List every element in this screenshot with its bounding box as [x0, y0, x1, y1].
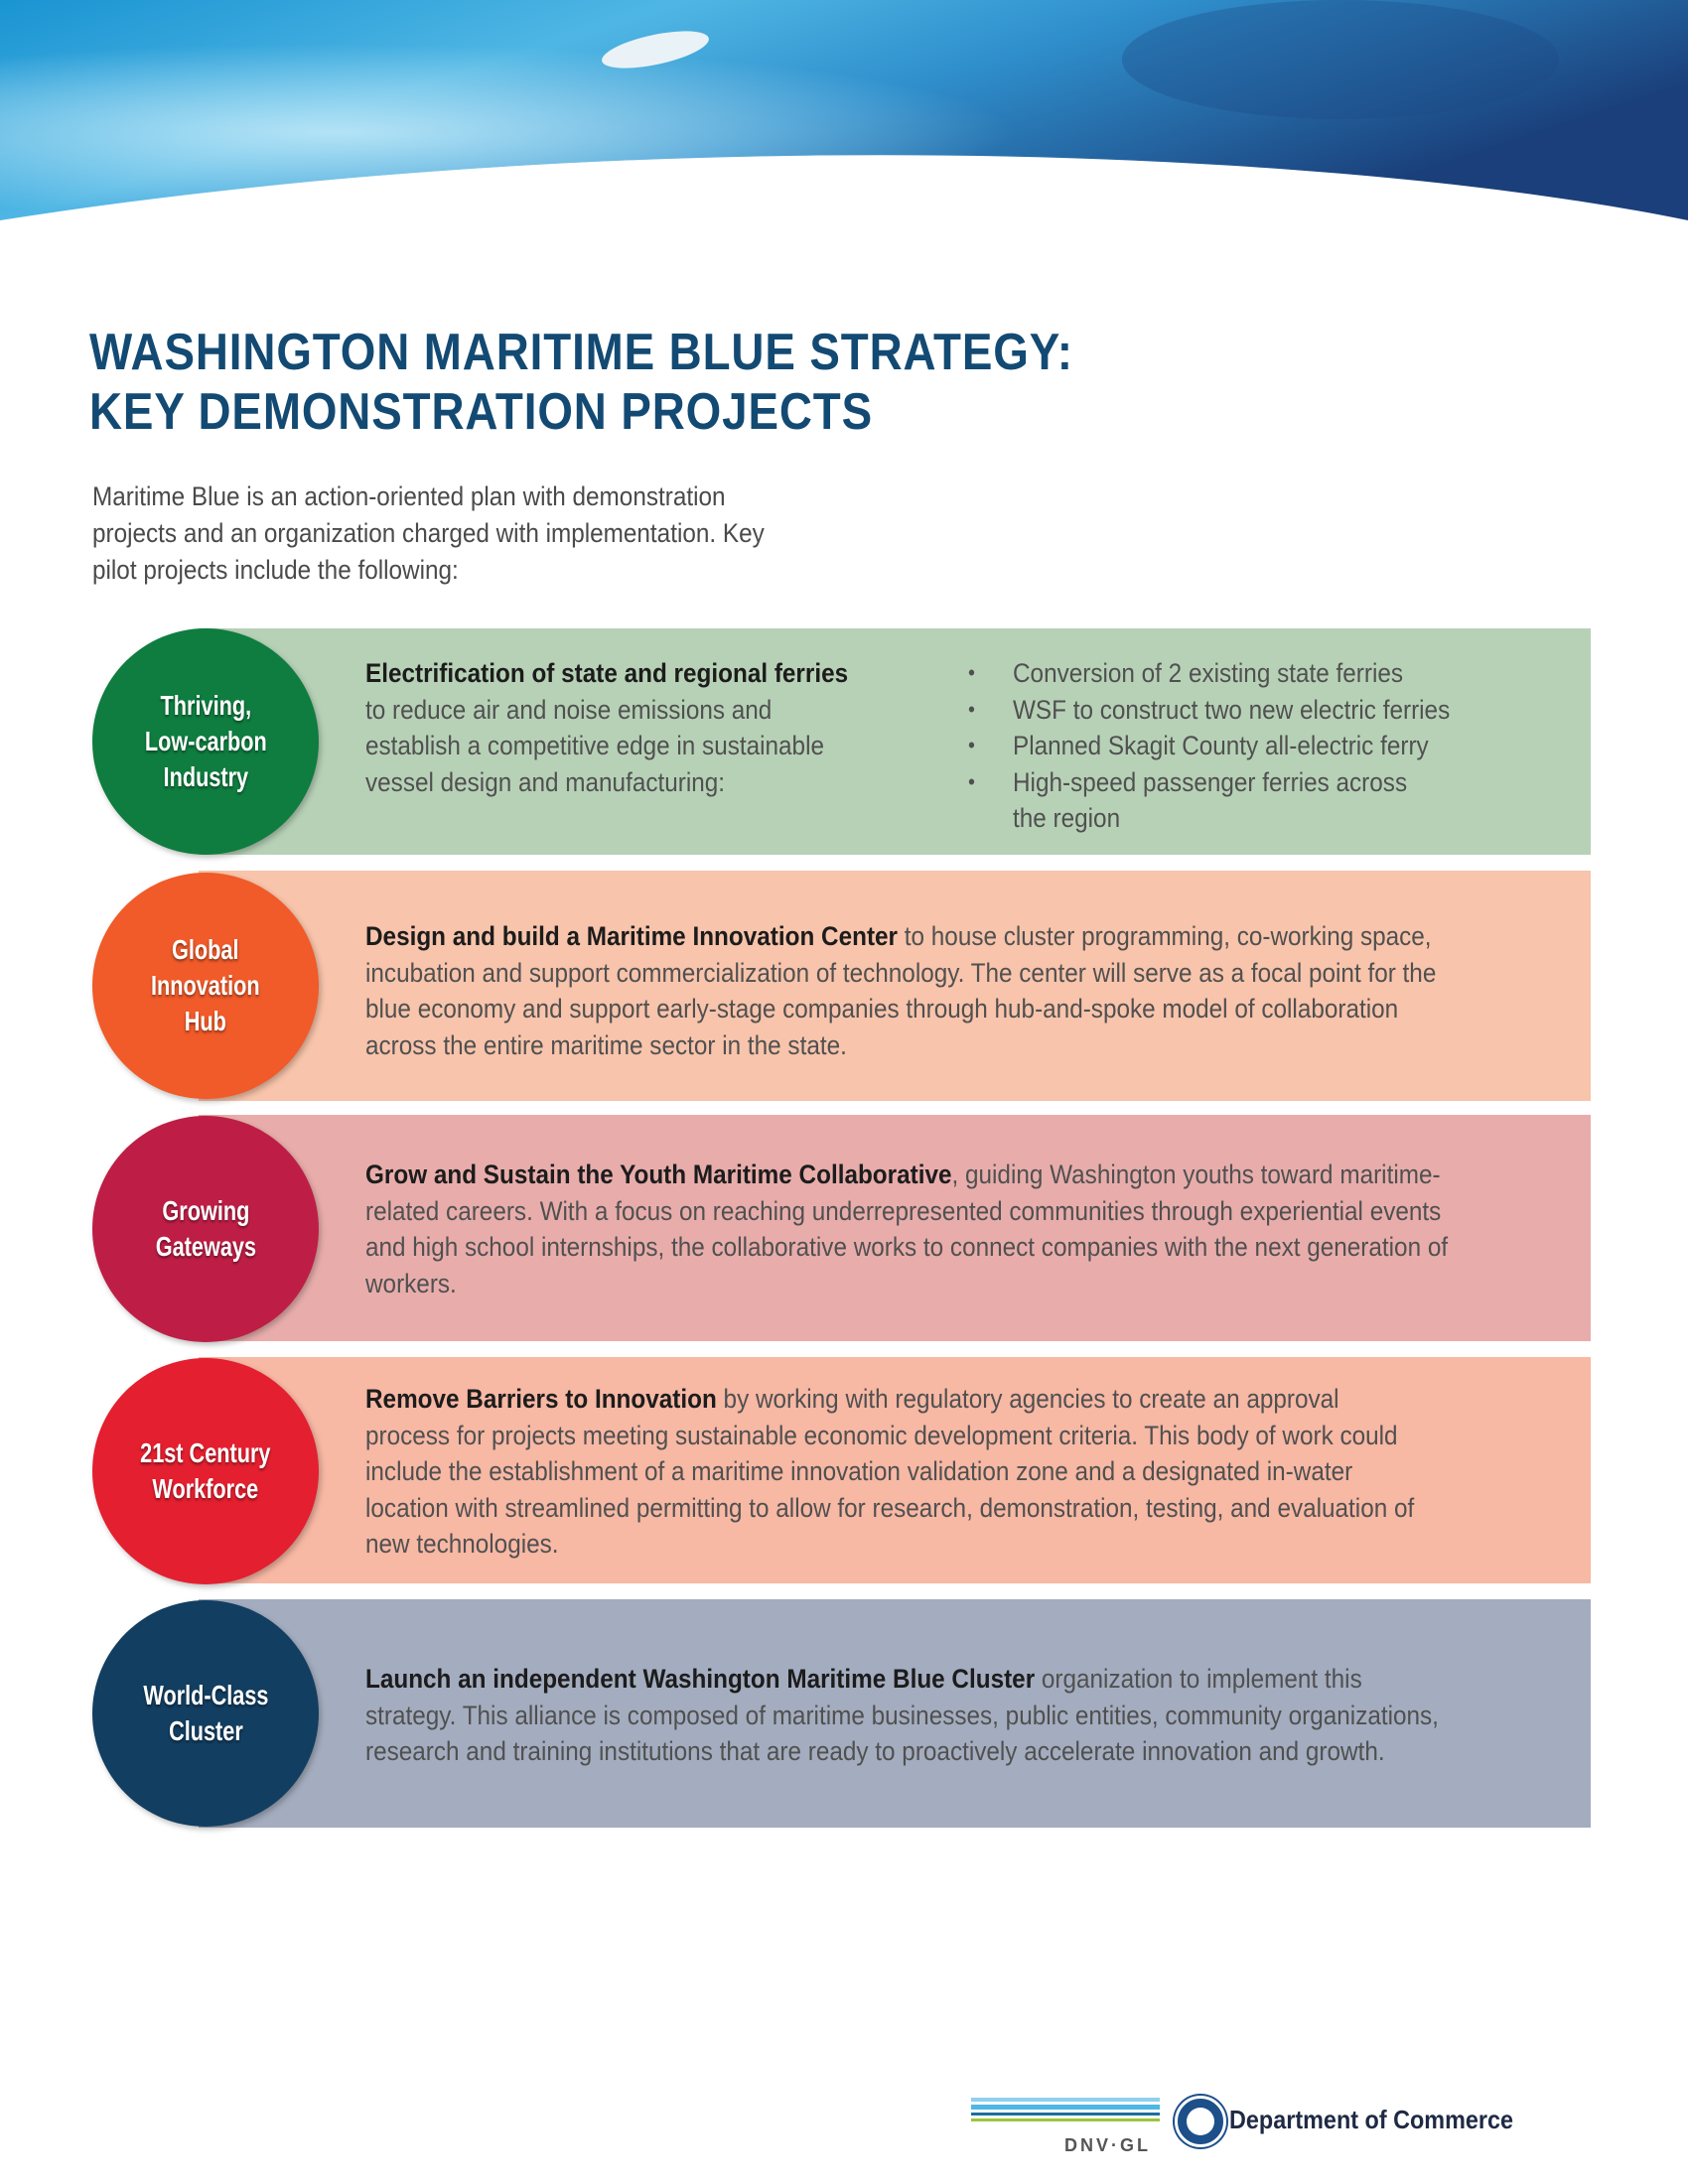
pillar-label-line-1: Growing: [162, 1195, 249, 1226]
project-highlight: Grow and Sustain the Youth Maritime Collaborative: [365, 1160, 952, 1189]
page-title: [89, 323, 1073, 442]
washington-state-seal-icon: [1175, 2096, 1226, 2147]
project-bullet-list: [968, 655, 1451, 837]
project-description: [365, 918, 1447, 1063]
project-highlight: Launch an independent Washington Maritime Blue Cluster: [365, 1664, 1036, 1694]
project-detail: to reduce air and noise emissions and establish a competitive edge in sustainable vessel design and manufacturing:: [365, 694, 824, 797]
project-detail: organization to implement this strategy. This alliance is composed of maritime businesses, public entities, community organizations, research and training institutions that are ready to proactively accelerate innovation and growth.: [365, 1664, 1439, 1766]
intro-line-2: projects and an organization charged with implementation. Key: [92, 518, 765, 548]
title-line-2: KEY DEMONSTRATION PROJECTS: [89, 383, 874, 441]
project-row-21st-century-workforce: [0, 1357, 1688, 1583]
project-description: [365, 655, 866, 800]
pillar-circle-thriving-low-carbon-industry: [92, 628, 319, 855]
pillar-label-line-1: 21st Century: [140, 1437, 271, 1468]
project-row-world-class-cluster: [0, 1599, 1688, 1828]
project-detail: , guiding Washington youths toward maritime-related careers. With a focus on reaching underrepresented communities through experiential events and high school internships, the collaborative works to connect companies with the next generation of workers.: [365, 1160, 1449, 1298]
pillar-circle-21st-century-workforce: [92, 1358, 319, 1584]
pillar-label-line-2: Gateways: [155, 1231, 256, 1262]
list-item: • High-speed passenger ferries across the region: [968, 764, 1415, 837]
project-description: [365, 1381, 1429, 1563]
project-row-growing-gateways: [0, 1115, 1688, 1341]
pillar-label-line-3: Industry: [163, 761, 248, 792]
project-row-thriving-low-carbon-industry: [0, 628, 1688, 855]
pillar-label-line-2: Cluster: [168, 1715, 243, 1746]
pillar-circle-global-innovation-hub: [92, 873, 319, 1099]
intro-line-1: Maritime Blue is an action-oriented plan with demonstration: [92, 481, 726, 511]
project-highlight: Electrification of state and regional ferries: [365, 658, 849, 688]
pillar-circle-growing-gateways: [92, 1116, 319, 1342]
list-item: • Planned Skagit County all-electric ferry: [968, 728, 1451, 764]
department-of-commerce-label: Department of Commerce: [1229, 2105, 1514, 2134]
project-detail: by working with regulatory agencies to create an approval process for projects meeting sustainable economic development criteria. This body of work could include the establishment of a maritime innovation validation zone and a designated in-water location with streamlined permitting to allow for research, demonstration, testing, and evaluation of new technologies.: [365, 1384, 1415, 1559]
dnv-gl-logo-text: DNV·GL: [1064, 2135, 1151, 2155]
pillar-label-line-2: Innovation: [151, 970, 260, 1001]
dnv-gl-logo: [971, 2098, 1160, 2155]
pillar-circle-world-class-cluster: [92, 1600, 319, 1827]
project-highlight: Design and build a Maritime Innovation Center: [365, 921, 899, 951]
intro-paragraph: [92, 478, 772, 589]
pillar-label-line-2: Low-carbon: [144, 726, 267, 756]
pillar-label-line-2: Workforce: [152, 1473, 259, 1504]
project-description: [365, 1661, 1452, 1770]
intro-line-3: pilot projects include the following:: [92, 555, 459, 585]
list-item: • Conversion of 2 existing state ferries: [968, 655, 1451, 692]
pillar-label-line-1: World-Class: [142, 1680, 269, 1710]
pillar-label-line-1: Global: [172, 934, 239, 965]
list-item: • WSF to construct two new electric ferries: [968, 692, 1451, 729]
project-description: [365, 1157, 1465, 1301]
project-detail: to house cluster programming, co-working space, incubation and support commercialization of technology. The center will serve as a focal point for the blue economy and support early-stage companies through hub-and-spoke model of collaboration across the entire maritime sector in the state.: [365, 921, 1437, 1060]
title-line-1: WASHINGTON MARITIME BLUE STRATEGY:: [89, 324, 1073, 381]
pillar-label-line-1: Thriving,: [160, 690, 251, 721]
ocean-header-banner: [0, 0, 1688, 228]
pillar-label-line-3: Hub: [184, 1006, 227, 1036]
project-row-global-innovation-hub: [0, 871, 1688, 1101]
project-highlight: Remove Barriers to Innovation: [365, 1384, 717, 1414]
